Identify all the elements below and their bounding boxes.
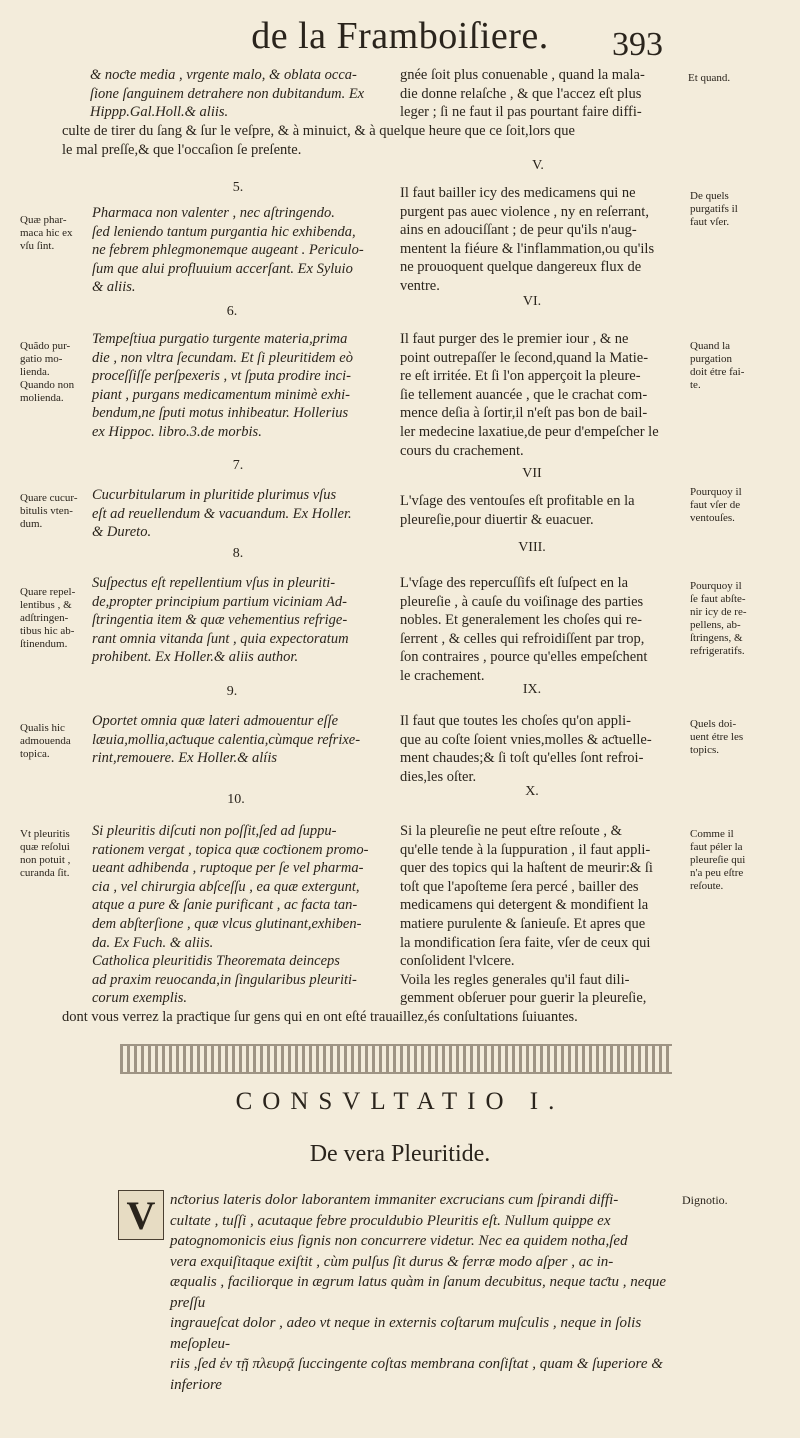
section-6-french-number: VI. [522,294,542,309]
dropcap-initial: V [118,1190,164,1240]
section-8-french: L'vſage des repercuſſifs eſt ſuſpect en la pleureſie , à cauſe du voiſinage des parties nobles. Et generalement les choſes qui re- ſerrent , & celles qui refroidiſſent par trop, ſon contraires , pource qu'elles empeſchent le crachement. [400,575,648,684]
section-7-french: L'vſage des ventouſes eſt profitable en la pleureſie,pour diuertir & euacuer. [400,493,635,528]
section-6-french: Il faut purger des le premier iour , & ne point outrepaſſer le ſecond,quand la Matie- re eſt irritée. Et ſi l'on apperçoit la pleure- ſie tellement auancée , que le crachat com- mence deſia à ſortir,il n'eſt pas bon de bail- ler medecine laxatiue,de peur d'empeſcher le cours du crachement. [400,331,659,459]
section-9-french-number: IX. [522,682,542,697]
section-10-margin-left: Vt pleuritis quæ reſolui non potuit , curanda ſit. [20,828,71,879]
section-7-margin-left: Quare cucur- bitulis vten- dum. [20,492,78,530]
section-7-latin-number: 7. [232,458,244,473]
intro-french: gnée ſoit plus conuenable , quand la mala- die donne relaſche , & que l'accez eſt plus leger ; ſi ne faut il pas pourtant faire diffi- [400,67,645,121]
running-header-title: de la Framboiſiere. [251,15,549,57]
section-6-margin-left: Quãdo pur- gatio mo- lienda. Quando non molienda. [20,340,75,404]
section-5-margin-left: Quæ phar- maca hic ex vſu ſint. [20,214,73,252]
section-8-margin-left: Quare repel- lentibus , & adſtringen- tibus hic ab- ſtinendum. [20,586,76,650]
section-8-latin-number: 8. [232,546,244,561]
section-7-latin: Cucurbitularum in pluritide plurimus vſus eſt ad reuellendum & vacuandum. Ex Holler. & Dureto. [92,487,352,541]
consultation-margin-note: Dignotio. [682,1193,728,1207]
section-9-latin: Oportet omnia quæ lateri admouentur eſſe læuia,mollia,aƈtuque calentia,cùmque refrixe- rint,remouere. Ex Holler.& alíis [92,713,361,767]
section-10-latin: Si pleuritis diſcuti non poſſit,ſed ad ſuppu- rationem vergat , topica quæ coƈtionem promo- ueant adhibenda , ruptoque per ſe vel pharma- cia , vel chirurgia abſceſſu , ea quæ extergunt, atque a pure & ſanie purificant , ac facta tan- dem abſterſione , quæ vlcus glutinant,exhiben- da. Ex Fuch. & aliis. Catholica pleuritidis Theoremata deinceps ad praxim reuocanda,in ſingularibus pleuriti- corum exemplis. [92,823,369,1007]
closing-line: dont vous verrez la praƈtique ſur gens qui en ont eſté trauaillez,és conſultations ſuiuantes. [62,1009,578,1025]
section-10-margin-right: Comme il faut péler la pleureſie qui n'a peu eſtre reſoute. [690,828,746,892]
section-8-margin-right: Pourquoy il ſe faut abſte- nir icy de re- pellens, ab- ſtringens, & refrigeratifs. [690,580,747,657]
consultation-subtitle: De vera Pleuritide. [309,1141,491,1167]
section-6-margin-right: Quand la purgation doit étre fai- te. [690,340,745,391]
section-10-french-number: X. [525,784,539,799]
section-10-latin-number: 10. [227,792,245,807]
section-9-french: Il faut que toutes les choſes qu'on appli- que au coſte ſoient vnies,molles & aƈtuelle- ment chaudes;& ſi toſt qu'elles ſont refroi- dies,les oſter. [400,713,652,785]
section-6-latin: Tempeſtiua purgatio turgente materia,prima die , non vltra ſecundam. Et ſi pleuritidem eò proceſſiſſe perſpexeris , vt ſputa prodire inci- piant , purgans medicamentum minimè exhi- bendum,ne ſputi motus inhibeatur. Hollerius ex Hippoc. libro.3.de morbis. [92,331,353,440]
page-number: 393 [612,26,663,63]
intro-latin: & noƈte media , vrgente malo, & oblata occa- ſione ſanguinem detrahere non dubitandum. Ex Hippp.Gal.Holl.& aliis. [90,67,365,121]
intro-margin-note: Et quand. [688,72,731,84]
section-9-margin-right: Quels doi- uent étre les topics. [690,718,744,756]
section-5-latin: Pharmaca non valenter , nec aſtringendo. ſed leniendo tantum purgantia hic exhibenda, ne febrem phlegmonemque augeant . Periculo- ſum que alui profluuium accerſant. Ex Syluio & aliis. [92,205,364,296]
section-8-latin: Suſpectus eſt repellentium vſus in pleuriti- de,propter principium partium viciniam Ad- ſtringentia item & quæ vehementius refrige- rant omnia vitanda ſunt , quia expectoratum prohibent. Ex Holler.& aliis author. [92,575,349,666]
section-6-latin-number: 6. [226,304,238,319]
section-9-margin-left: Qualis hic admouenda topica. [20,722,71,760]
section-8-french-number: VIII. [518,540,546,555]
section-5-margin-right: De quels purgatifs il faut vſer. [690,190,738,228]
section-5-french-number: V. [532,158,544,173]
section-10-french: Si la pleureſie ne peut eſtre reſoute , & qu'elle tende à la ſuppuration , il faut appli- quer des topics qui la haſtent de meurir:& ſi toſt que l'apoſteme ſera percé , bailler des medicamens qui detergent & mondifient la matiere purulente & ſanieuſe. Et apres que la mondification ſera faite, vſer de ceux qui conſolident l'vlcere. Voila les regles generales qu'il faut dili- gemment obſeruer pour guerir la pleureſie, [400,823,653,1007]
consultation-body: nƈtorius lateris dolor laborantem immaniter excrucians cum ſpirandi diffi- cultate , tuſſi , acutaque febre proculdubio Pleuritis eſt. Nullum quippe ex patognomonicis eius ſignis non concurrere videtur. Nec ea quidem notha,ſed vera exquiſitaque exiſtit , cùm pulſus ſit durus & ferræ modo aſper , ac in- æqualis , faciliorque in ægrum latus quàm in ſanum decubitus, neque taƈtu , neque preſſu ingraueſcat dolor , adeo vt neque in externis coſtarum muſculis , neque in ſolis meſopleu- riis ,ſed ἐν τῇ πλευρᾷ ſuccingente coſtas membrana conſiſtat , quam & ſuperiore & inferiore [170,1192,667,1393]
section-5-latin-number: 5. [232,180,244,195]
consultation-heading: CONSVLTATIO I. [235,1088,565,1115]
section-7-margin-right: Pourquoy il faut vſer de ventouſes. [690,486,742,524]
section-5-french: Il faut bailler icy des medicamens qui ne purgent pas auec violence , ny en reſerrant, ains en adouciſſant ; de peur qu'ils n'aug- mentent la fiéure & l'inflammation,ou qu'ils ne prouoquent quelque dangereux flux de ventre. [400,185,655,294]
intro-full-line: culte de tirer du ſang & ſur le veſpre, & à minuict, & à quelque heure que ce ſoit,lors que le mal preſſe,& que l'occaſion ſe preſente. [62,123,575,158]
decorative-ornament-band [120,1044,672,1074]
section-7-french-number: VII [522,466,542,481]
section-9-latin-number: 9. [226,684,238,699]
